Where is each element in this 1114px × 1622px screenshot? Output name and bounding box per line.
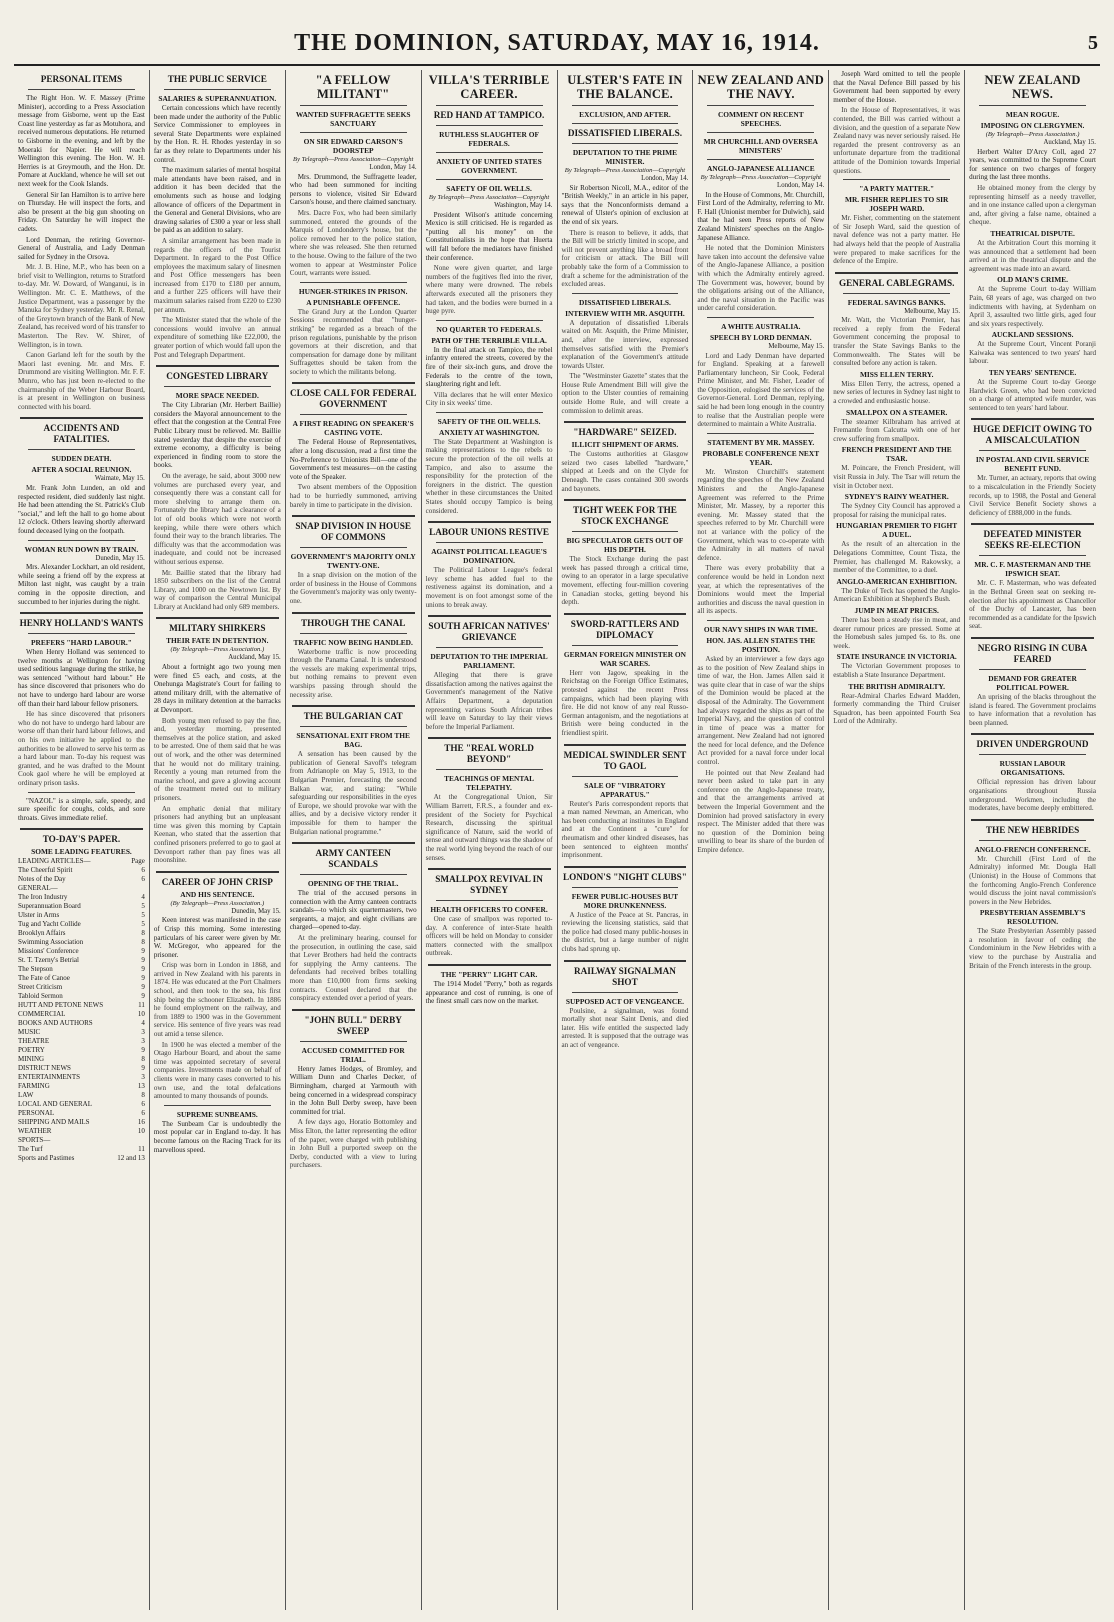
masthead xyxy=(14,20,1100,66)
subheading: OPENING OF THE TRIAL. xyxy=(307,879,399,889)
subheading: BIG SPECULATOR GETS OUT OF HIS DEPTH. xyxy=(566,536,684,555)
section-heading: DRIVEN UNDERGROUND xyxy=(976,739,1089,750)
subheading: MR. FISHER REPLIES TO SIR JOSEPH WARD. xyxy=(844,195,949,214)
byline: (By Telegraph—Press Association.) xyxy=(985,131,1080,138)
subheading: "A PARTY MATTER." xyxy=(859,184,935,194)
section-heading: ACCIDENTS AND FATALITIES. xyxy=(43,423,120,445)
subheading: TEN YEARS' SENTENCE. xyxy=(988,368,1077,378)
toc-row: The Stepson 9 xyxy=(18,965,145,974)
section-heading: TO-DAY'S PAPER. xyxy=(42,834,121,845)
subheading: FEDERAL SAVINGS BANKS. xyxy=(847,297,946,307)
subheading: PREFERS "HARD LABOUR." xyxy=(31,638,132,648)
section-heading: SWORD-RATTLERS AND DIPLOMACY xyxy=(570,618,680,640)
toc-row: MINING 8 xyxy=(18,1055,145,1064)
subheading: A PUNISHABLE OFFENCE. xyxy=(306,297,401,307)
article-paragraph: In the final attack on Tampico, the rebel infantry entered the streets, covered by the fire of their six-inch guns, and drove the Federals to the centre of the town, slaughtering right and left. xyxy=(425,345,553,389)
subheading: SALE OF "VIBRATORY APPARATUS." xyxy=(584,780,666,799)
toc-row: THEATRE 3 xyxy=(18,1037,145,1046)
article-paragraph: Mrs. Alexander Lockhart, an old resident, while seeing a friend off by the express at Milton last night, was caught by a train coming in the opposite direction, and succumbed to her injuries during the night. xyxy=(18,563,145,606)
subheading: DEPUTATION TO THE IMPERIAL PARLIAMENT. xyxy=(430,652,548,671)
toc-row: Ulster in Arms 5 xyxy=(18,911,145,920)
subheading: JUMP IN MEAT PRICES. xyxy=(854,605,939,615)
toc-row: Tug and Yacht Collide 5 xyxy=(18,920,145,929)
subheading: DISSATISFIED LIBERALS. xyxy=(567,128,683,138)
toc-row: GENERAL— xyxy=(18,884,58,893)
section-heading: LONDON'S "NIGHT CLUBS" xyxy=(562,871,687,882)
subheading: COMMENT ON RECENT SPEECHES. xyxy=(717,110,804,128)
subheading: RUSSIAN LABOUR ORGANISATIONS. xyxy=(999,759,1066,778)
article-paragraph: Sir Robertson Nicoll, M.A., editor of the "British Weekly," in an article in his paper, says that the Nonconformists demand a renewal of Ulster's opinion of exclusion at the end of six years. xyxy=(561,183,689,226)
article-paragraph: Herbert Walter D'Arcy Coll, aged 27 years, was committed to the Supreme Court for sentence on two charges of forgery during the last three months. xyxy=(969,147,1096,182)
toc-row: The Iron Industry 4 xyxy=(18,893,145,902)
subheading: ANXIETY OF UNITED STATES GOVERNMENT. xyxy=(436,157,542,175)
toc-row: LAW 8 xyxy=(18,1091,145,1100)
subheading: ANXIETY AT WASHINGTON. xyxy=(439,427,540,437)
article-paragraph: The Right Hon. W. F. Massey (Prime Minister), according to a Press Association message from Gisborne, went up the East Coast line yesterday as far as Motuhora, and received numerous deputations. He returned to Gisborne in the evening, and left by the Moeraki for Napier. He will reach Wellington this evening. The Hon. W. H. Herries is at Greymouth, and the Hon. Dr. Pomare at Auckland, whence he will set out next week for the Cook Islands. xyxy=(18,94,145,188)
subheading: PRESBYTERIAN ASSEMBLY'S RESOLUTION. xyxy=(979,908,1086,927)
subheading: THEIR FATE IN DETENTION. xyxy=(166,636,269,646)
subheading: MR CHURCHILL AND OVERSEA MINISTERS' xyxy=(703,137,818,155)
section-heading: ARMY CANTEEN SCANDALS xyxy=(315,848,391,870)
column-8: NEW ZEALAND NEWS. MEAN ROGUE. IMPOSING ON CLERGYMEN. (By Telegraph—Press Association.) Auckland, May 15. Herbert Walter D'Arcy Coll, aged 27 years, was committed to the Supreme Court for sentence on two charges of forgery during the last three months. He obtained money from the clergy by representing himself as a needy traveller, and in one instance called upon a clergyman and, after giving a false name, obtained a cheque. THEATRICAL DISPUTE. At the Arbitration Court this morning it was announced that a settlement had been arrived at in the theatrical dispute and the agreement was made into an award. OLD MAN'S CRIME. At the Supreme Court to-day William Pain, 68 years of age, was charged on two indictments with having, at Sydenham on April 3, assaulted two little girls, aged four and six years respectively. AUCKLAND SESSIONS. At the Supreme Court, Vincent Poranji Kaiwaka was sentenced to two years' hard labour. TEN YEARS' SENTENCE. At the Supreme Court to-day George Hardwick Green, who had been convicted on a charge of attempted wife murder, was sentenced to ten years' hard labour. HUGE DEFICIT OWING TO A MISCALCULATION IN POSTAL AND CIVIL SERVICE BENEFIT FUND. Mr. Turner, an actuary, reports that owing to a miscalculation in the Friendly Society records, up to 1908, the Postal and General Civil Service Benefit Society shows a deficiency of £888,000 in the funds. DEFEATED MINISTER SEEKS RE-ELECTION MR. C. F. MASTERMAN AND THE IPSWICH SEAT. Mr. C. F. Masterman, who was defeated in the Bethnal Green seat on seeking re-election after his appointment as Chancellor of the Duchy of Lancaster, has been recommended as a candidate for the Ipswich seat. NEGRO RISING IN CUBA FEARED DEMAND FOR GREATER POLITICAL POWER. An uprising of the blacks throughout the island is feared. The Government proclaims to have information that a revolution has been planned. DRIVEN UNDERGROUND RUSSIAN LABOUR ORGANISATIONS. Official repression has driven labour organisations throughout Russia underground. Workmen, including the moderates, have become deeply embittered. THE NEW HEBRIDES ANGLO-FRENCH CONFERENCE. Mr. Churchill (First Lord of the Admiralty) informed Mr. Dougla Hall (Unionist) in the House of Commons that the forthcoming Anglo-French Conference would discuss the joint naval commission's powers in the New Hebrides. PRESBYTERIAN ASSEMBLY'S RESOLUTION. The State Presbyterian Assembly passed a resolution in favour of ceding the Condominium in the New Hebrides with a view to the purchase by Australia and Britain of the French interests in the group. xyxy=(969,73,1096,970)
subheading: MR. C. F. MASTERMAN AND THE IPSWICH SEAT. xyxy=(974,560,1091,579)
dateline: Auckland, May 15. xyxy=(1043,139,1096,146)
subheading: HUNGARIAN PREMIER TO FIGHT A DUEL. xyxy=(836,521,958,540)
subheading: FRENCH PRESIDENT AND THE TSAR. xyxy=(841,445,952,464)
dateline: Auckland, May 15. xyxy=(228,654,281,662)
section-heading: CONGESTED LIBRARY xyxy=(166,371,269,382)
article-paragraph: Keen interest was manifested in the case of Crisp this morning. Some interesting particulars of his career were given by Mr. W. McGregor, who appeared for the prisoner. xyxy=(153,916,281,959)
column-3: "A FELLOW MILITANT" WANTED SUFFRAGETTE SEEKS SANCTUARY ON SIR EDWARD CARSON'S DOORSTEP By Telegraph—Press Association—Copyright London, May 14. Mrs. Drummond, the Suffragette leader, who had been summoned for inciting persons to violence, visited Sir Edward Carson's house, and there claimed sanctuary. Mrs. Dacre Fox, who had been similarly summoned, entered the grounds of the Marquis of Londonderry's house, but the police removed her to the police station, where she was released. She then returned to the house. Owing to the failure of the two women to appear at Westminster Police Court, warrants were issued. HUNGER-STRIKES IN PRISON. A PUNISHABLE OFFENCE. The Grand Jury at the London Quarter Sessions recommended that "hunger-striking" be regarded as a breach of the prison regulations, punishable by the prison governors at their discretion, and that compensation for damage done by militant Suffragettes should be taken from the society to which the militants belong. CLOSE CALL FOR FEDERAL GOVERNMENT A FIRST READING ON SPEAKER'S CASTING VOTE. The Federal House of Representatives, after a long discussion, read a first time the No-Preference to Unionists Bill—one of the Government's test measures—on the casting vote of the Speaker. Two absent members of the Opposition had to be hurriedly summoned, arriving barely in time to participate in the division. SNAP DIVISION IN HOUSE OF COMMONS GOVERNMENT'S MAJORITY ONLY TWENTY-ONE. In a snap division on the motion of the order of business in the House of Commons the Government's majority was only twenty-one. THROUGH THE CANAL TRAFFIC NOW BEING HANDLED. Waterborne traffic is now proceeding through the Panama Canal. It is understood the vessels are making experimental trips, but nothing remains to prevent even warships passing through should the necessity arise. THE BULGARIAN CAT SENSATIONAL EXIT FROM THE BAG. A sensation has been caused by the publication of General Savoff's telegram from Adrianople on May 5, 1913, to the Bulgarian Premier, forecasting the second Balkan war, and stating: "While safeguarding our responsibilities in the eyes of Europe, we should provoke war with the allies, and by a decisive victory render it impossible for them to hamper the Bulgarian national programme." ARMY CANTEEN SCANDALS OPENING OF THE TRIAL. The trial of the accused persons in connection with the Army canteen contracts scandals—to which six quartermasters, two sergeants, a major, and eight civilians are charged—opened to-day. At the preliminary hearing, counsel for the prosecution, in outlining the case, said that Lever Brothers had held the contracts for supplying the Army canteens. The defendants had received bribes totalling more than £10,000 from firms seeking contracts. Counsel declared that the conspiracy extended over a period of years. "JOHN BULL" DERBY SWEEP ACCUSED COMMITTED FOR TRIAL. Henry James Hodges, of Bromley, and William Dunn and Charles Decker, of Birmingham, charged at Yarmouth with being concerned in a widespread conspiracy in the John Bull Derby sweep, have been committed for trial. A few days ago, Horatio Bottomley and Miss Elton, the latter representing the editor of the paper, were charged with publishing in John Bull a purported sweep on the Derby, conducted with a view to luring purchasers. xyxy=(286,70,422,1610)
dateline: Dunedin, May 15. xyxy=(95,554,145,562)
subheading: SAFETY OF OIL WELLS. xyxy=(446,184,532,193)
toc-row: Brooklyn Affairs 8 xyxy=(18,929,145,938)
subheading: ANGLO-AMERICAN EXHIBITION. xyxy=(836,576,957,586)
toc-row: SHIPPING AND MAILS 16 xyxy=(18,1118,145,1127)
dateline: Melbourne, May 15. xyxy=(768,342,825,350)
subheading: AUCKLAND SESSIONS. xyxy=(991,330,1074,340)
subheading: SOME LEADING FEATURES. xyxy=(31,847,132,857)
subheading: SAFETY OF THE OIL WELLS. xyxy=(437,416,541,426)
subheading: ANGLO-FRENCH CONFERENCE. xyxy=(974,844,1091,854)
toc-row: Notes of the Day 6 xyxy=(18,875,145,884)
dateline: Washington, May 14. xyxy=(494,202,553,209)
article-paragraph: Certain concessions which have recently been made under the authority of the Public Service Commissioner to employees in several State Departments were explained by the Hon. R. H. Rhodes yesterday in so far as they relate to Departments under his control. xyxy=(153,104,281,164)
article-paragraph: President Wilson's attitude concerning Mexico is still criticised. He is regarded as "putting all his money" on the Constitutionalists in the hope that Huerta will fall before the mediators have finished their conference. xyxy=(425,210,553,262)
section-heading: SOUTH AFRICAN NATIVES' GRIEVANCE xyxy=(428,621,550,643)
subheading: TEACHINGS OF MENTAL TELEPATHY. xyxy=(444,774,535,793)
dateline: Dunedin, May 15. xyxy=(231,907,281,915)
subheading: GERMAN FOREIGN MINISTER ON WAR SCARES. xyxy=(563,649,687,668)
section-heading: RAILWAY SIGNALMAN SHOT xyxy=(574,965,676,987)
column-1: PERSONAL ITEMS The Right Hon. W. F. Massey (Prime Minister), according to a Press Association message from Gisborne, went up the East Coast line yesterday as far as Motuhora, and received numerous deputations. He returned to Gisborne in the evening, and left by the Moeraki for Napier. He will reach Wellington this evening. The Hon. W. H. Herries is at Greymouth, and the Hon. Dr. Pomare at Auckland, whence he will set out next week for the Cook Islands. General Sir Ian Hamilton is to arrive here on Thursday. He will inspect the forts, and also be present at the big gun shooting on Friday. On Saturday he will inspect the cadets. Lord Denman, the retiring Governor-General of Australia, and Lady Denman sailed for Sydney in the Orsova. Mr. J. B. Hine, M.P., who has been on a brief visit to Wellington, returns to Stratford to-day. Mr. W. Doward, of Wanganui, is in Wellington. Mr. C. E. Matthews, of the Justice Department, was a passenger by the Manuka for Sydney yesterday. Mr. R. Renal, of the Greytown branch of the Bank of New Zealand, has received word of his transfer to Masterton. The Rev. W. Shirer, of Wellington, is in town. Canon Garland left for the south by the Maori last evening. Mr. and Mrs. F. Drummond are visiting Wellington. Mr. F. F. Munro, who has just been re-elected to the chairmanship of the Weber Harbour Board, is at present in Wellington on business connected with his board. ACCIDENTS AND FATALITIES. SUDDEN DEATH. AFTER A SOCIAL REUNION. Waimate, May 15. Mr. Frank John Lunden, an old and respected resident, died suddenly last night. He had been attending the St. Patrick's Club "social," and left the hall to go home about 12 o'clock. Others leaving shortly afterward found deceased lying on the footpath. WOMAN RUN DOWN BY TRAIN. Dunedin, May 15. Mrs. Alexander Lockhart, an old resident, while seeing a friend off by the express at Milton last night, was caught by a train coming in the opposite direction, and succumbed to her injuries during the night. HENRY HOLLAND'S WANTS PREFERS "HARD LABOUR." When Henry Holland was sentenced to twelve months at Wellington for having used seditious language during the strike, he was sentenced "without hard labour." He has since discovered that prisoners who do not have to undergo hard labour are worse off than their hard labour fellow prisoners. He has since discovered that prisoners who do not have to undergo hard labour are worse off than their hard labour fellows, and on his own initiative he applied to the authorities to be allowed to serve his term as a hard labour man. To-day his request was granted, and he was drafted to the Mount Cook gaol where he will be employed at ordinary prison tasks. "NAZOL" is a simple, safe, speedy, and sure speeific for coughs, colds, and sore throats. Gives immediate relief. TO-DAY'S PAPER. SOME LEADING FEATURES. LEADING ARTICLES— Page The Cheerful Spirit 6 Notes of the Day 6 GENERAL— The Iron Industry 4 Superannuation Board 5 Ulster in Arms 5 Tug and Yacht Collide 5 Brooklyn Affairs 8 Swimming Association 8 Missions' Conference 9 St. T. Tzerny's Betrial 9 The Stepson 9 The Fate of Canoe 9 Street Criticism 9 Tabloid Sermon 9 HUTT AND PETONE NEWS 11 COMMERCIAL 10 BOOKS AND AUTHORS 4 MUSIC 3 THEATRE 3 POETRY 9 MINING 8 DISTRICT NEWS 9 ENTERTAINMENTS 3 FARMING 13 LAW 8 LOCAL AND GENERAL 6 PERSONAL 6 SHIPPING AND MAILS 16 WEATHER 10 SPORTS— The Turf 11 Sports and Pastimes 12 and 13 xyxy=(14,70,150,1610)
toc-row: BOOKS AND AUTHORS 4 xyxy=(18,1019,145,1028)
article-paragraph: General Sir Ian Hamilton is to arrive here on Thursday. He will inspect the forts, and also be present at the big gun shooting on Friday. On Saturday he will inspect the cadets. xyxy=(18,190,145,233)
byline: By Telegraph—Press Association—Copyright xyxy=(428,194,550,201)
article-paragraph: The Federal House of Representatives, after a long discussion, read a first time the No-Preference to Unionists Bill—one of the Government's test measures—on the casting vote of the Speaker. xyxy=(289,438,417,481)
section-heading: MEDICAL SWINDLER SENT TO GAOL xyxy=(563,749,687,771)
subheading: IN POSTAL AND CIVIL SERVICE BENEFIT FUND. xyxy=(975,455,1090,474)
column-2: THE PUBLIC SERVICE SALARIES & SUPERANNUATION. Certain concessions which have recently been made under the authority of the Public Service Commissioner to employees in several State Departments were explained by the Hon. R. H. Rhodes yesterday in so far as they relate to Departments under his control. The maximum salaries of mental hospital male attendants have been raised, and in addition it has been decided that the emoluments such as house and lodging allowance of officers of the Department in the General and General Divisions, who are drawing salaries of £300 a year or less shall be paid as an addition to salary. A similar arrangement has been made in regards the officers of the Tourist Department. In regard to the Post Office employees the maximum salary of linesmen and Post Office messengers has been increased from £170 to £180 per annum, and a further 225 officers will have their maximum salaries raised from £220 to £230 per annum. The Minister stated that the whole of the concessions would involve an annual expenditure of something like £22,000, the greater portion of which would fall upon the Post and Telegraph Department. CONGESTED LIBRARY MORE SPACE NEEDED. The City Librarian (Mr. Herbert Baillie) considers the Mayoral announcement to the effect that the congestion at the Central Free Public Library must be relieved. Mr. Baillie stated yesterday that despite the exercise of extreme economy, a difficulty is being experienced in finding room to store the books. On the average, he said, about 3000 new volumes are purchased every year, and consequently there was a constant call for more shelving to arrange them on. Fortunately the library had a clearance of a lot of old books which were not worth keeping, while there were others which found their way to the branch libraries. The difficulty was that the accommodation was inadequate, and could not be increased without serious expense. Mr. Baillie stated that the library had 1850 subscribers on the list of the Central Library, and 1000 on the Newtown list. By way of comparison the Central Municipal Library at Auckland had only 689 members. MILITARY SHIRKERS THEIR FATE IN DETENTION. (By Telegraph—Press Association.) Auckland, May 15. About a fortnight ago two young men were fined £5 each, and costs, at the Onehunga Magistrate's Court for failing to attend military drill, with the alternative of 28 days in military detention at the barracks at Devonport. Both young men refused to pay the fine, and, yesterday morning, presented themselves at the police station, and asked to be arrested. One of them said that he was out of work, and the other was determined that he would not do military training. Recently a young man returned from the marine school, and gave a glowing account of the treatment meted out to military prisoners. An emphatic denial that military prisoners had anything but an unpleasant time was given this morning by Captain Keenan, who stated that the assertion that confined prisoners preferred to go to gaol at Devonport rather than pay fines was all moonshine. CAREER OF JOHN CRISP AND HIS SENTENCE. (By Telegraph—Press Association.) Dunedin, May 15. Keen interest was manifested in the case of Crisp this morning. Some interesting particulars of his career were given by Mr. W. McGregor, who appeared for the prisoner. Crisp was born in London in 1868, and arrived in New Zealand with his parents in 1874. He was educated at the Port Chalmers school, and then took to the sea, his first ship being the schooner Elizabeth. In 1886 he found employment on the railway, and from 1889 to 1900 was in the Government service. His sentence of five years was read out amid a tense silence. In 1900 he was elected a member of the Otago Harbour Board, and about the same time was appointed secretary of several companies. Investments made on behalf of clients were in many cases converted to his own use, and the total defalcations amounted to many thousands of pounds. SUPREME SUNBEAMS. The Sunbeam Car is undoubtedly the most popular car in England to-day. It has become famous on the Racing Track for its marvellous speed. xyxy=(150,70,286,1610)
subheading: PATH OF THE TERRIBLE VILLA. xyxy=(431,335,547,345)
subheading: WANTED SUFFRAGETTE SEEKS SANCTUARY xyxy=(295,110,411,128)
byline: By Telegraph—Press Association—Copyright xyxy=(564,167,686,174)
section-heading: PERSONAL ITEMS xyxy=(40,74,123,84)
section-heading: LABOUR UNIONS RESTIVE xyxy=(429,527,550,538)
subheading: THEATRICAL DISPUTE. xyxy=(990,228,1075,238)
subheading: SYDNEY'S RAINY WEATHER. xyxy=(844,492,949,502)
article-paragraph: The City Librarian (Mr. Herbert Baillie) considers the Mayoral announcement to the effect that the congestion at the Central Free Public Library must be relieved. Mr. Baillie stated yesterday that despite the exercise of extreme economy, a difficulty is being experienced in finding room to store the books. xyxy=(153,401,281,470)
article-paragraph: Lord Denman, the retiring Governor-General of Australia, and Lady Denman sailed for Sydney in the Orsova. xyxy=(18,235,145,261)
subheading: MORE SPACE NEEDED. xyxy=(175,391,259,401)
subheading: SMALLPOX ON A STEAMER. xyxy=(845,407,948,417)
toc-row: DISTRICT NEWS 9 xyxy=(18,1064,145,1073)
toc-row: Street Criticism 9 xyxy=(18,983,145,992)
subheading: RUTHLESS SLAUGHTER OF FEDERALS. xyxy=(439,130,539,148)
article-paragraph: Mrs. Drummond, the Suffragette leader, who had been summoned for inciting persons to violence, visited Sir Edward Carson's house, and there claimed sanctuary. xyxy=(289,172,417,207)
subheading: WOMAN RUN DOWN BY TRAIN. xyxy=(24,544,139,554)
subheading: HUNGER-STRIKES IN PRISON. xyxy=(298,286,408,296)
toc-row: PERSONAL 6 xyxy=(18,1109,145,1118)
toc-row: LEADING ARTICLES— Page xyxy=(18,857,145,866)
article-paragraph: Henry James Hodges, of Bromley, and William Dunn and Charles Decker, of Birmingham, charged at Yarmouth with being concerned in a widespread conspiracy in the John Bull Derby sweep, have been committed for trial. xyxy=(289,1064,417,1116)
column-4: VILLA'S TERRIBLE CAREER. RED HAND AT TAMPICO. RUTHLESS SLAUGHTER OF FEDERALS. ANXIETY OF UNITED STATES GOVERNMENT. SAFETY OF OIL WELLS. By Telegraph—Press Association—Copyright Washington, May 14. President Wilson's attitude concerning Mexico is still criticised. He is regarded as "putting all his money" on the Constitutionalists in the hope that Huerta will fall before the mediators have finished their conference. None were given quarter, and large numbers of the fugitives fled into the river, where many were drowned. The rebels afterwards executed all the prisoners they had taken, and the bodies were burned in a huge pyre. NO QUARTER TO FEDERALS. PATH OF THE TERRIBLE VILLA. In the final attack on Tampico, the rebel infantry entered the streets, covered by the fire of their six-inch guns, and drove the Federals to the centre of the town, slaughtering right and left. Villa declares that he will enter Mexico City in six weeks' time. SAFETY OF THE OIL WELLS. ANXIETY AT WASHINGTON. The State Department at Washington is making representations to the rebels to secure the protection of the oil wells at Tampico, and also to assume the responsibility for the protection of the foreigners in the district. The question whether in these circumstances the United States should occupy Tampico is being considered. LABOUR UNIONS RESTIVE AGAINST POLITICAL LEAGUE'S DOMINATION. The Political Labour League's federal levy scheme has added fuel to the restiveness against its domination, and a movement is on foot amongst some of the unions to break away. SOUTH AFRICAN NATIVES' GRIEVANCE DEPUTATION TO THE IMPERIAL PARLIAMENT. Alleging that there is grave dissatisfaction among the natives against the Government's management of the Native Affairs Department, a deputation representing various South African tribes will leave on Saturday to lay their views before the Imperial Parliament. THE "REAL WORLD BEYOND" TEACHINGS OF MENTAL TELEPATHY. At the Congregational Union, Sir William Barrett, F.R.S., a founder and ex-president of the Society for Psychical Research, discussing the spiritual significance of Nature, said the world of sense and outward things was the shadow of the real world lying beyond the reach of our senses. SMALLPOX REVIVAL IN SYDNEY HEALTH OFFICERS TO CONFER. One case of smallpox was reported to-day. A conference of inter-State health officers will be held on Monday to consider matters connected with the smallpox outbreak. THE "PERRY" LIGHT CAR. The 1914 Model "Perry," both as regards appearance and cost of running, is one of the finest small cars now on the market. xyxy=(422,70,558,1610)
article-paragraph: The maximum salaries of mental hospital male attendants have been raised, and in addition it has been decided that the emoluments such as house and lodging allowance of officers of the Department in the General and General Divisions, who are drawing salaries of £300 a year or less shall be paid as an addition to salary. xyxy=(153,166,281,235)
section-heading: MILITARY SHIRKERS xyxy=(169,623,266,634)
column-6: NEW ZEALAND AND THE NAVY. COMMENT ON RECENT SPEECHES. MR CHURCHILL AND OVERSEA MINISTERS' ANGLO-JAPANESE ALLIANCE By Telegraph—Press Association—Copyright London, May 14. In the House of Commons, Mr. Churchill, First Lord of the Admiralty, referring to Mr. F. Hall (Unionist member for Dulwich), said that he had seen Press reports of New Zealand Ministers' speeches on the Anglo-Japanese Alliance. He noted that the Dominion Ministers have taken into account the defensive value of the Anglo-Japanese Alliance, a position with which the Admiralty entirely agreed. The Government was, however, bound by the obligations arising out of the Alliance, and the naval situation in the Pacific was under careful consideration. A WHITE AUSTRALIA. SPEECH BY LORD DENMAN. Melbourne, May 15. Lord and Lady Denman have departed for England. Speaking at a farewell Parliamentary luncheon, Sir Cook, Federal Prime Minister, and Mr. Fisher, Leader of the Opposition, eulogised the services of the Governor-General. Lord Denman, replying, said he had been long enough in the country to realise that the Australian people were determined to maintain a White Australia. STATEMENT BY MR. MASSEY. PROBABLE CONFERENCE NEXT YEAR. Mr. Winston Churchill's statement regarding the speeches of the New Zealand Ministers and the Anglo-Japanese Agreement was referred to the Prime Minister, Mr. Massey, by a reporter this evening. Mr. Massey stated that the speeches referred to by Mr. Churchill were not at variance with the policy of the Government, which was to co-operate with the Admiralty in all matters of naval defence. There was every probability that a conference would be held in London next year, at which the representatives of the Dominions would meet the Imperial authorities and discuss the naval question in all its aspects. OUR NAVY SHIPS IN WAR TIME. HON. JAS. ALLEN STATES THE POSITION. Asked by an interviewer a few days ago as to the position of New Zealand ships in time of war, the Hon. James Allen said it was quite clear that in case of war the ships of the Dominion would be placed at the disposal of the Admiralty. The Government had always regarded the ships as part of the Imperial Navy, and the question of control in time of peace was a matter for arrangement. New Zealand had not ignored the need for local defence, and the Defence Act provided for a naval force under local control. He pointed out that New Zealand had never been asked to take part in any conference on the Anglo-Japanese treaty, and that the arrangements arrived at between the Imperial Government and the Dominion had proved satisfactory in every respect. The Minister added that there was no question of the Dominion being unwilling to bear its share of the burden of Empire defence. xyxy=(693,70,829,1610)
toc-row: SPORTS— xyxy=(18,1136,51,1145)
toc-row: LOCAL AND GENERAL 6 xyxy=(18,1100,145,1109)
subheading: SPEECH BY LORD DENMAN. xyxy=(710,332,812,342)
subheading: OUR NAVY SHIPS IN WAR TIME. xyxy=(703,624,818,634)
dateline: Melbourne, May 15. xyxy=(904,307,961,315)
subheading: A WHITE AUSTRALIA. xyxy=(721,321,801,331)
subheading: PROBABLE CONFERENCE NEXT YEAR. xyxy=(702,448,820,467)
toc-row: Sports and Pastimes 12 and 13 xyxy=(18,1154,145,1163)
subheading: SENSATIONAL EXIT FROM THE BAG. xyxy=(296,731,410,750)
column-7: Joseph Ward omitted to tell the people that the Naval Defence Bill passed by his Government had been supported by every member of the House. In the House of Representatives, it was contended, the Bill was carried without a division, and the question of a separate New Zealand navy was never seriously raised. He regarded the present controversy as an unfortunate departure from the traditional attitude of the Dominion towards Imperial questions. "A PARTY MATTER." MR. FISHER REPLIES TO SIR JOSEPH WARD. Mr. Fisher, commenting on the statement of Sir Joseph Ward, said the question of naval defence was not a party matter. He had always held that the people of Australia were prepared to make sacrifices for the defence of the Empire. GENERAL CABLEGRAMS. FEDERAL SAVINGS BANKS. Melbourne, May 15. Mr. Watt, the Victorian Premier, has received a reply from the Federal Government concerning the proposal to transfer the State Savings Banks to the Commonwealth. The States will be consulted before any action is taken. MISS ELLEN TERRY. Miss Ellen Terry, the actress, opened a new series of lectures in Sydney last night to a crowded and enthusiastic house. SMALLPOX ON A STEAMER. The steamer Kilbraham has arrived at Fremantle from Calcutta with one of her crew suffering from smallpox. FRENCH PRESIDENT AND THE TSAR. M. Poincare, the French President, will visit Russia in July. The Tsar will return the visit in October next. SYDNEY'S RAINY WEATHER. The Sydney City Council has approved a proposal for raising the municipal rates. HUNGARIAN PREMIER TO FIGHT A DUEL. As the result of an altercation in the Delegations Committee, Count Tisza, the Premier, has challenged M. Rakowsky, a member of the Committee, to a duel. ANGLO-AMERICAN EXHIBITION. The Duke of Teck has opened the Anglo-American Exhibition at Shepherd's Bush. JUMP IN MEAT PRICES. There has been a steady rise in meat, and dearer rumour prices are pressed. Some at the Homebush sales jumped 6s. to 8s. one week. STATE INSURANCE IN VICTORIA. The Victorian Government proposes to establish a State Insurance Department. THE BRITISH ADMIRALTY. Rear-Admiral Charles Edward Madden, formerly commanding the Third Cruiser Squadron, has been appointed Fourth Sea Lord of the Admiralty. xyxy=(829,70,965,1610)
dateline: London, May 14. xyxy=(777,182,825,189)
subheading: ILLICIT SHIPMENT OF ARMS. xyxy=(571,440,679,450)
section-heading: DEFEATED MINISTER SEEKS RE-ELECTION xyxy=(983,529,1082,551)
subheading: RED HAND AT TAMPICO. xyxy=(433,110,545,120)
section-heading: "A FELLOW MILITANT" xyxy=(315,73,391,101)
toc-row: The Fate of Canoe 9 xyxy=(18,974,145,983)
subheading: INTERVIEW WITH MR. ASQUITH. xyxy=(565,308,685,318)
section-heading: TIGHT WEEK FOR THE STOCK EXCHANGE xyxy=(572,505,677,527)
subheading: IMPOSING ON CLERGYMEN. xyxy=(980,121,1085,130)
section-heading: NEW ZEALAND AND THE NAVY. xyxy=(697,73,825,101)
subheading: GOVERNMENT'S MAJORITY ONLY TWENTY-ONE. xyxy=(290,552,416,571)
subheading: ON SIR EDWARD CARSON'S DOORSTEP xyxy=(303,137,403,155)
subheading: A FIRST READING ON SPEAKER'S CASTING VOTE. xyxy=(292,419,414,438)
toc-row: HUTT AND PETONE NEWS 11 xyxy=(18,1001,145,1010)
subheading: THE BRITISH ADMIRALTY. xyxy=(848,681,945,691)
toc-row: St. T. Tzerny's Betrial 9 xyxy=(18,956,145,965)
columns xyxy=(14,70,1100,1610)
section-heading: HENRY HOLLAND'S WANTS xyxy=(19,618,144,629)
subheading: STATEMENT BY MR. MASSEY. xyxy=(707,437,815,447)
advertisement: "NAZOL" is a simple, safe, speedy, and sure speeific for coughs, colds, and sore throats. Gives immediate relief. xyxy=(18,796,145,822)
subheading: SALARIES & SUPERANNUATION. xyxy=(158,94,277,103)
subheading: STATE INSURANCE IN VICTORIA. xyxy=(836,652,957,662)
article-paragraph: The trial of the accused persons in connection with the Army canteen contracts scandals—to which six quartermasters, two sergeants, a major, and eight civilians are charged—opened to-day. xyxy=(289,889,417,932)
subheading: SUDDEN DEATH. xyxy=(51,454,112,464)
advertisement-heading: THE "PERRY" LIGHT CAR. xyxy=(440,970,538,980)
section-heading: NEW ZEALAND NEWS. xyxy=(984,73,1081,101)
article-paragraph: When Henry Holland was sentenced to twelve months at Wellington for having used seditious language during the strike, he was sentenced "without hard labour." He has since discovered that prisoners who do not have to undergo hard labour are worse off than their hard labour fellow prisoners. xyxy=(18,648,145,708)
section-heading: CLOSE CALL FOR FEDERAL GOVERNMENT xyxy=(290,388,417,410)
toc-row: ENTERTAINMENTS 3 xyxy=(18,1073,145,1082)
contents-list xyxy=(18,857,145,1163)
dateline: London, May 14. xyxy=(369,164,417,171)
dateline: London, May 14. xyxy=(641,175,689,182)
article-paragraph: In the House of Commons, Mr. Churchill, First Lord of the Admiralty, referring to Mr. F. Hall (Unionist member for Dulwich), said that he had seen Press reports of New Zealand Ministers' speeches on the Anglo-Japanese Alliance. xyxy=(697,190,825,242)
section-heading: THE BULGARIAN CAT xyxy=(303,711,403,722)
byline: (By Telegraph—Press Association.) xyxy=(170,899,265,907)
subheading: ANGLO-JAPANESE ALLIANCE xyxy=(706,164,815,173)
section-heading: THE PUBLIC SERVICE xyxy=(167,74,267,84)
advertisement: The 1914 Model "Perry," both as regards appearance and cost of running, is one of the finest small cars now on the market. xyxy=(425,980,553,1006)
section-heading: THE "REAL WORLD BEYOND" xyxy=(444,743,534,765)
page-number: 5 xyxy=(1088,32,1098,54)
subheading: OLD MAN'S CRIME. xyxy=(997,275,1068,285)
toc-row: COMMERCIAL 10 xyxy=(18,1010,145,1019)
column-5: ULSTER'S FATE IN THE BALANCE. EXCLUSION, AND AFTER. DISSATISFIED LIBERALS. DEPUTATION TO THE PRIME MINISTER. By Telegraph—Press Association—Copyright London, May 14. Sir Robertson Nicoll, M.A., editor of the "British Weekly," in an article in his paper, says that the Nonconformists demand a renewal of Ulster's opinion of exclusion at the end of six years. There is reason to believe, it adds, that the Bill will be strictly limited in scope, and will not prevent anything like a broad front for criticism or attack. The Bill will probably take the form of a Commission to draft a scheme for the administration of the excluded areas. DISSATISFIED LIBERALS. INTERVIEW WITH MR. ASQUITH. A deputation of dissatisfied Liberals waited on Mr. Asquith, the Prime Minister, and, after the interview, expressed themselves satisfied with the Premier's explanation of the Government's attitude towards Ulster. The "Westminster Gazette" states that the House Rule Amendment Bill will give the option to the Ulster counties of remaining outside Home Rule, and will create a commission to delimit areas. "HARDWARE" SEIZED. ILLICIT SHIPMENT OF ARMS. The Customs authorities at Glasgow seized two cases labelled "hardware," shipped at Leeds and on the Clyde for Deneagh. The cases contained 300 swords and bayonets. TIGHT WEEK FOR THE STOCK EXCHANGE BIG SPECULATOR GETS OUT OF HIS DEPTH. The Stock Exchange during the past week has passed through a critical time, owing to an operator in a large speculative movement, effecting four-million covering in Canadian stocks, getting beyond his depth. SWORD-RATTLERS AND DIPLOMACY GERMAN FOREIGN MINISTER ON WAR SCARES. Herr von Jagow, speaking in the Reichstag on the Foreign Office Estimates, protested against the recent Press campaigns, which had been playing with fire. He did not know of any real Russo-German antagonism, and the negotiations at British were being conducted in the friendliest spirit. MEDICAL SWINDLER SENT TO GAOL SALE OF "VIBRATORY APPARATUS." Reuter's Paris correspondent reports that a man named Newman, an American, who has been conducting at institutes in England and at the Continent a "cure" for rheumatism and other kindred diseases, has been sentenced to eighteen months' imprisonment. LONDON'S "NIGHT CLUBS" FEWER PUBLIC-HOUSES BUT MORE DRUNKENNESS. A Justice of the Peace at St. Pancras, in reviewing the licensing statistics, said that the police had closed many public-houses in the district, but a large number of night clubs had sprung up. RAILWAY SIGNALMAN SHOT SUPPOSED ACT OF VENGEANCE. Poulsine, a signalman, was found mortally shot near Saint Denis, and died later. His wife entitled the suspected lady arrested. It is supposed that the outrage was an act of vengeance. xyxy=(558,70,694,1610)
section-heading: HUGE DEFICIT OWING TO A MISCALCULATION xyxy=(973,424,1092,446)
subheading: ACCUSED COMMITTED FOR TRIAL. xyxy=(301,1045,405,1064)
toc-row: FARMING 13 xyxy=(18,1082,145,1091)
toc-row: Missions' Conference 9 xyxy=(18,947,145,956)
toc-row: The Turf 11 xyxy=(18,1145,145,1154)
toc-row: Tabloid Sermon 9 xyxy=(18,992,145,1001)
subheading: SUPPOSED ACT OF VENGEANCE. xyxy=(565,996,684,1006)
subheading: SUPREME SUNBEAMS. xyxy=(176,1109,258,1119)
subheading: MISS ELLEN TERRY. xyxy=(859,369,934,379)
subheading: MEAN ROGUE. xyxy=(1005,110,1060,119)
subheading: DEPUTATION TO THE PRIME MINISTER. xyxy=(572,148,678,166)
section-heading: CAREER OF JOHN CRISP xyxy=(161,876,273,887)
section-heading: SNAP DIVISION IN HOUSE OF COMMONS xyxy=(295,521,411,543)
toc-row: Superannuation Board 5 xyxy=(18,902,145,911)
toc-row: Swimming Association 8 xyxy=(18,938,145,947)
section-heading: ULSTER'S FATE IN THE BALANCE. xyxy=(567,73,683,101)
subheading: HEALTH OFFICERS TO CONFER. xyxy=(430,905,548,915)
article-paragraph: Joseph Ward omitted to tell the people that the Naval Defence Bill passed by his Government had been supported by every member of the House. xyxy=(833,70,961,104)
section-heading: "HARDWARE" SEIZED. xyxy=(573,427,677,438)
section-heading: GENERAL CABLEGRAMS. xyxy=(839,277,955,288)
byline: By Telegraph—Press Association—Copyright xyxy=(700,174,821,181)
newspaper-title: THE DOMINION, SATURDAY, MAY 16, 1914. xyxy=(294,30,820,56)
section-heading: THE NEW HEBRIDES xyxy=(985,824,1080,835)
article-paragraph: Mr. Frank John Lunden, an old and respected resident, died suddenly last night. He had been attending the St. Patrick's Club "social," and left the hall to go home about 12 o'clock. Others leaving shortly afterward found deceased lying on the footpath. xyxy=(18,483,145,535)
section-heading: VILLA'S TERRIBLE CAREER. xyxy=(428,73,550,101)
subheading: DEMAND FOR GREATER POLITICAL POWER. xyxy=(988,673,1077,692)
subheading: NO QUARTER TO FEDERALS. xyxy=(436,324,542,334)
byline: By Telegraph—Press Association—Copyright xyxy=(293,156,414,163)
article-paragraph: About a fortnight ago two young men were fined £5 each, and costs, at the Onehunga Magistrate's Court for failing to attend military drill, with the alternative of 28 days in military detention at the barracks at Devonport. xyxy=(153,663,281,715)
subheading: AGAINST POLITICAL LEAGUE'S DOMINATION. xyxy=(431,547,547,566)
section-heading: NEGRO RISING IN CUBA FEARED xyxy=(977,642,1088,664)
toc-row: WEATHER 10 xyxy=(18,1127,145,1136)
subheading: DISSATISFIED LIBERALS. xyxy=(579,297,671,307)
subheading: EXCLUSION, AND AFTER. xyxy=(579,110,671,119)
section-heading: SMALLPOX REVIVAL IN SYDNEY xyxy=(435,874,543,896)
dateline: Waimate, May 15. xyxy=(94,475,145,483)
subheading: HON. JAS. ALLEN STATES THE POSITION. xyxy=(706,635,816,654)
toc-row: The Cheerful Spirit 6 xyxy=(18,866,145,875)
toc-row: MUSIC 3 xyxy=(18,1028,145,1037)
subheading: TRAFFIC NOW BEING HANDLED. xyxy=(293,637,413,647)
toc-row: POETRY 9 xyxy=(18,1046,145,1055)
subheading: AFTER A SOCIAL REUNION. xyxy=(31,465,132,475)
subheading: AND HIS SENTENCE. xyxy=(180,889,255,899)
advertisement: The Sunbeam Car is undoubtedly the most popular car in England to-day. It has become famous on the Racing Track for its marvellous speed. xyxy=(153,1119,281,1154)
section-heading: "JOHN BULL" DERBY SWEEP xyxy=(304,1014,402,1036)
subheading: FEWER PUBLIC-HOUSES BUT MORE DRUNKENNESS. xyxy=(571,891,679,910)
section-heading: THROUGH THE CANAL xyxy=(300,617,406,628)
byline: (By Telegraph—Press Association.) xyxy=(170,646,265,654)
